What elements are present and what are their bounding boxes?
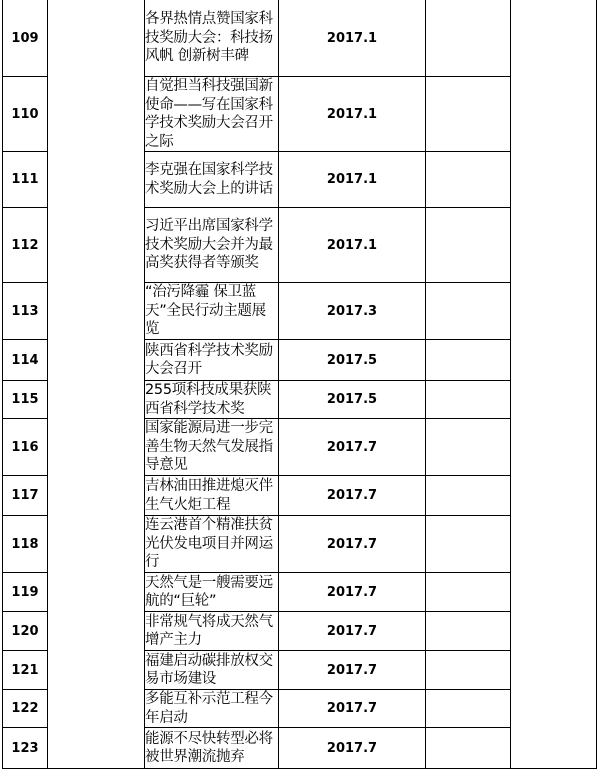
article-title: 连云港首个精准扶贫光伏发电项目并网运行 <box>145 516 279 573</box>
empty-cell <box>426 208 511 283</box>
merged-remarks-cell <box>511 0 597 769</box>
publish-date: 2017.1 <box>279 77 426 152</box>
publish-date: 2017.7 <box>279 573 426 612</box>
article-title: 国家能源局进一步完善生物天然气发展指导意见 <box>145 419 279 476</box>
row-number: 111 <box>3 152 48 208</box>
article-title: 吉林油田推进熄灭伴生气火炬工程 <box>145 476 279 516</box>
row-number: 115 <box>3 381 48 419</box>
article-title: 天然气是一艘需要远航的“巨轮” <box>145 573 279 612</box>
empty-cell <box>426 573 511 612</box>
row-number: 117 <box>3 476 48 516</box>
publish-date: 2017.7 <box>279 728 426 769</box>
publish-date: 2017.1 <box>279 152 426 208</box>
empty-cell <box>426 651 511 690</box>
publish-date: 2017.7 <box>279 612 426 651</box>
article-title: 能源不尽快转型必将被世界潮流抛弃 <box>145 728 279 769</box>
publish-date: 2017.5 <box>279 381 426 419</box>
row-number: 110 <box>3 77 48 152</box>
empty-cell <box>426 381 511 419</box>
publish-date: 2017.5 <box>279 340 426 381</box>
publish-date: 2017.1 <box>279 0 426 77</box>
publish-date: 2017.1 <box>279 208 426 283</box>
row-number: 121 <box>3 651 48 690</box>
publish-date: 2017.7 <box>279 690 426 728</box>
empty-cell <box>426 728 511 769</box>
merged-category-cell <box>48 0 145 769</box>
row-number: 112 <box>3 208 48 283</box>
row-number: 116 <box>3 419 48 476</box>
empty-cell <box>426 0 511 77</box>
empty-cell <box>426 152 511 208</box>
empty-cell <box>426 690 511 728</box>
article-title: “治污降霾 保卫蓝天”全民行动主题展览 <box>145 283 279 340</box>
article-title: 各界热情点赞国家科技奖励大会：科技扬风帆 创新树丰碑 <box>145 0 279 77</box>
article-title: 自觉担当科技强国新使命——写在国家科学技术奖励大会召开之际 <box>145 77 279 152</box>
article-title: 多能互补示范工程今年启动 <box>145 690 279 728</box>
row-number: 122 <box>3 690 48 728</box>
row-number: 123 <box>3 728 48 769</box>
row-number: 119 <box>3 573 48 612</box>
empty-cell <box>426 516 511 573</box>
row-number: 118 <box>3 516 48 573</box>
row-number: 120 <box>3 612 48 651</box>
article-title: 非常规气将成天然气增产主力 <box>145 612 279 651</box>
row-number: 114 <box>3 340 48 381</box>
publish-date: 2017.7 <box>279 419 426 476</box>
table-row <box>3 0 597 77</box>
article-title: 李克强在国家科学技术奖励大会上的讲话 <box>145 152 279 208</box>
article-title: 习近平出席国家科学技术奖励大会并为最高奖获得者等颁奖 <box>145 208 279 283</box>
publish-date: 2017.7 <box>279 476 426 516</box>
row-number: 109 <box>3 0 48 77</box>
article-title: 陕西省科学技术奖励大会召开 <box>145 340 279 381</box>
article-table <box>2 0 597 769</box>
empty-cell <box>426 612 511 651</box>
publish-date: 2017.3 <box>279 283 426 340</box>
article-title: 福建启动碳排放权交易市场建设 <box>145 651 279 690</box>
row-number: 113 <box>3 283 48 340</box>
empty-cell <box>426 419 511 476</box>
empty-cell <box>426 476 511 516</box>
empty-cell <box>426 77 511 152</box>
empty-cell <box>426 340 511 381</box>
publish-date: 2017.7 <box>279 651 426 690</box>
publish-date: 2017.7 <box>279 516 426 573</box>
article-title: 255项科技成果获陕西省科学技术奖 <box>145 381 279 419</box>
empty-cell <box>426 283 511 340</box>
